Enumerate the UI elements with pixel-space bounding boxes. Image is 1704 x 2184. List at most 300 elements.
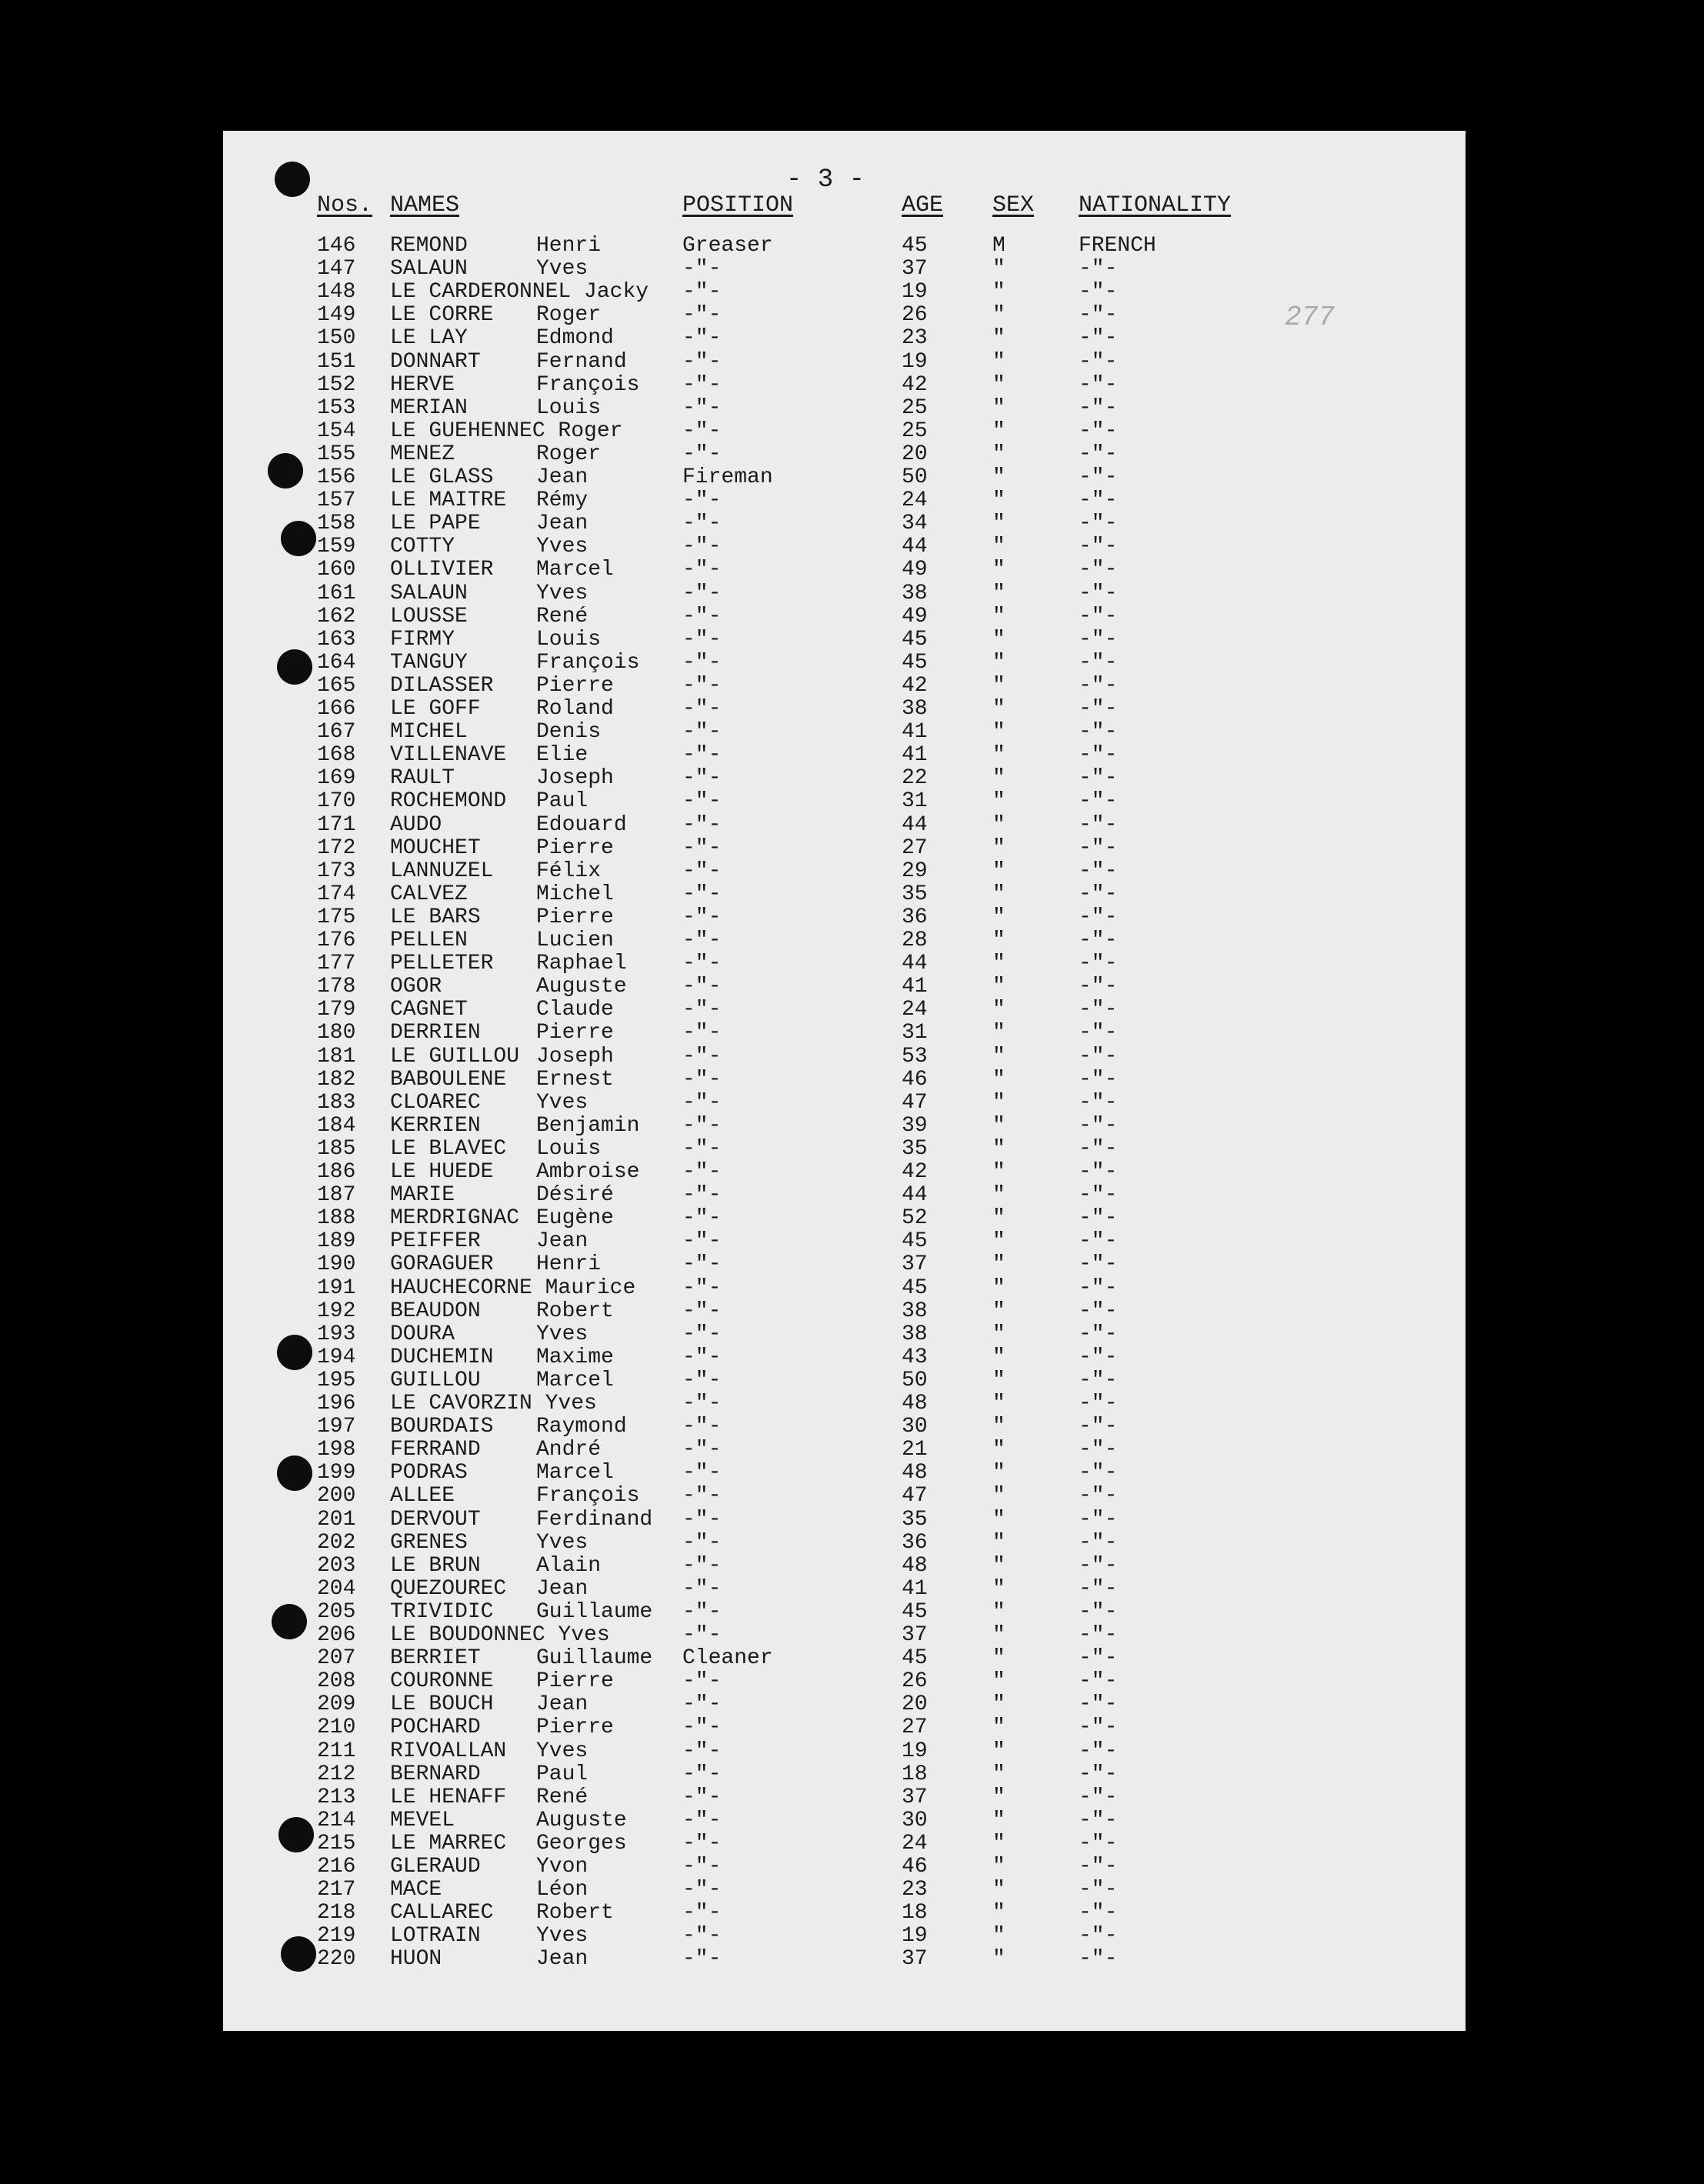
surname: BERNARD bbox=[390, 1762, 481, 1786]
surname: POCHARD bbox=[390, 1716, 481, 1740]
nationality: -"- bbox=[1079, 627, 1118, 652]
sex: " bbox=[992, 1808, 1005, 1832]
row-number: 168 bbox=[317, 743, 356, 768]
sex: " bbox=[992, 1553, 1005, 1578]
row-number: 176 bbox=[317, 929, 356, 952]
sex: " bbox=[992, 1739, 1005, 1763]
nationality: -"- bbox=[1079, 697, 1118, 721]
crew-row bbox=[223, 443, 1466, 466]
given-name: Robert bbox=[536, 1901, 614, 1926]
surname: COURONNE bbox=[390, 1669, 494, 1694]
sex: " bbox=[992, 697, 1005, 721]
position: -"- bbox=[682, 303, 722, 328]
age: 19 bbox=[902, 280, 928, 305]
row-number: 219 bbox=[317, 1924, 356, 1949]
given-name: François bbox=[536, 372, 640, 397]
surname: BEAUDON bbox=[390, 1299, 481, 1323]
row-number: 199 bbox=[317, 1461, 356, 1485]
row-number: 193 bbox=[317, 1322, 356, 1346]
age: 20 bbox=[902, 442, 928, 466]
given-name: Elie bbox=[536, 743, 589, 768]
surname: LE LAY bbox=[390, 326, 468, 351]
crew-row bbox=[223, 629, 1466, 652]
nationality: -"- bbox=[1079, 720, 1118, 745]
crew-row bbox=[223, 1439, 1466, 1462]
given-name: Lucien bbox=[536, 929, 614, 952]
position: -"- bbox=[682, 326, 722, 351]
row-number: 211 bbox=[317, 1739, 356, 1763]
sex: " bbox=[992, 1415, 1005, 1439]
nationality: -"- bbox=[1079, 1206, 1118, 1231]
position: -"- bbox=[682, 1878, 722, 1902]
row-number: 216 bbox=[317, 1855, 356, 1879]
position: -"- bbox=[682, 1345, 722, 1369]
given-name: Jean bbox=[536, 1692, 589, 1717]
sex: " bbox=[992, 535, 1005, 559]
position: -"- bbox=[682, 257, 722, 282]
row-number: 201 bbox=[317, 1507, 356, 1532]
position: -"- bbox=[682, 1808, 722, 1832]
row-number: 166 bbox=[317, 697, 356, 721]
crew-row bbox=[223, 1346, 1466, 1369]
surname: FIRMY bbox=[390, 627, 455, 652]
age: 43 bbox=[902, 1345, 928, 1369]
row-number: 174 bbox=[317, 882, 356, 906]
given-name: Guillaume bbox=[536, 1646, 653, 1671]
nationality: -"- bbox=[1079, 1530, 1118, 1555]
sex: " bbox=[992, 1599, 1005, 1624]
surname: REMOND bbox=[390, 234, 468, 258]
sex: " bbox=[992, 558, 1005, 582]
row-number: 192 bbox=[317, 1299, 356, 1323]
surname: LE BOUCH bbox=[390, 1692, 494, 1717]
position: -"- bbox=[682, 1576, 722, 1601]
age: 42 bbox=[902, 372, 928, 397]
crew-row bbox=[223, 1832, 1466, 1856]
nationality: -"- bbox=[1079, 1507, 1118, 1532]
age: 45 bbox=[902, 234, 928, 258]
row-number: 209 bbox=[317, 1692, 356, 1717]
position: -"- bbox=[682, 1090, 722, 1115]
age: 25 bbox=[902, 395, 928, 420]
crew-row bbox=[223, 744, 1466, 767]
sex: " bbox=[992, 905, 1005, 929]
position: -"- bbox=[682, 1021, 722, 1045]
crew-row bbox=[223, 1230, 1466, 1253]
age: 49 bbox=[902, 558, 928, 582]
nationality: -"- bbox=[1079, 1484, 1118, 1509]
given-name: Yves bbox=[536, 1322, 589, 1346]
position: -"- bbox=[682, 1160, 722, 1184]
sex: " bbox=[992, 1345, 1005, 1369]
position: -"- bbox=[682, 720, 722, 745]
nationality: -"- bbox=[1079, 465, 1118, 489]
sex: " bbox=[992, 1183, 1005, 1208]
nationality: -"- bbox=[1079, 1623, 1118, 1647]
given-name: Edouard bbox=[536, 812, 627, 837]
surname: LOUSSE bbox=[390, 604, 468, 629]
full-name: LE CARDERONNEL Jacky bbox=[390, 280, 649, 305]
given-name: Ferdinand bbox=[536, 1507, 653, 1532]
given-name: René bbox=[536, 604, 589, 629]
crew-row bbox=[223, 790, 1466, 813]
age: 38 bbox=[902, 1322, 928, 1346]
given-name: Marcel bbox=[536, 1368, 614, 1392]
surname: VILLENAVE bbox=[390, 743, 507, 768]
age: 37 bbox=[902, 257, 928, 282]
given-name: Auguste bbox=[536, 975, 627, 999]
age: 44 bbox=[902, 952, 928, 976]
surname: ROCHEMOND bbox=[390, 789, 507, 814]
row-number: 208 bbox=[317, 1669, 356, 1694]
crew-row bbox=[223, 1462, 1466, 1485]
given-name: Désiré bbox=[536, 1183, 614, 1208]
row-number: 206 bbox=[317, 1623, 356, 1647]
sex: " bbox=[992, 1299, 1005, 1323]
sex: " bbox=[992, 1623, 1005, 1647]
sex: " bbox=[992, 1878, 1005, 1902]
crew-row bbox=[223, 582, 1466, 605]
nationality: -"- bbox=[1079, 1947, 1118, 1972]
age: 41 bbox=[902, 975, 928, 999]
surname: COTTY bbox=[390, 535, 455, 559]
age: 18 bbox=[902, 1762, 928, 1786]
position: -"- bbox=[682, 535, 722, 559]
row-number: 218 bbox=[317, 1901, 356, 1926]
surname: BERRIET bbox=[390, 1646, 481, 1671]
position: -"- bbox=[682, 1415, 722, 1439]
surname: MACE bbox=[390, 1878, 442, 1902]
position: -"- bbox=[682, 1067, 722, 1092]
position: -"- bbox=[682, 1206, 722, 1231]
sex: " bbox=[992, 1229, 1005, 1254]
sex: " bbox=[992, 1947, 1005, 1972]
surname: FERRAND bbox=[390, 1438, 481, 1462]
surname: BABOULENE bbox=[390, 1067, 507, 1092]
sex: " bbox=[992, 465, 1005, 489]
crew-row bbox=[223, 883, 1466, 906]
sex: " bbox=[992, 789, 1005, 814]
page-number: - 3 - bbox=[786, 165, 865, 195]
surname: TRIVIDIC bbox=[390, 1599, 494, 1624]
row-number: 200 bbox=[317, 1484, 356, 1509]
age: 23 bbox=[902, 326, 928, 351]
crew-row bbox=[223, 721, 1466, 744]
sex: " bbox=[992, 952, 1005, 976]
sex: " bbox=[992, 1322, 1005, 1346]
row-number: 207 bbox=[317, 1646, 356, 1671]
surname: RIVOALLAN bbox=[390, 1739, 507, 1763]
surname: DERRIEN bbox=[390, 1021, 481, 1045]
nationality: -"- bbox=[1079, 1252, 1118, 1277]
given-name: François bbox=[536, 650, 640, 675]
age: 45 bbox=[902, 1275, 928, 1300]
surname: QUEZOUREC bbox=[390, 1576, 507, 1601]
given-name: Louis bbox=[536, 395, 602, 420]
row-number: 150 bbox=[317, 326, 356, 351]
position: -"- bbox=[682, 1530, 722, 1555]
sex: " bbox=[992, 673, 1005, 698]
sex: " bbox=[992, 1924, 1005, 1949]
position: -"- bbox=[682, 812, 722, 837]
row-number: 155 bbox=[317, 442, 356, 466]
position: -"- bbox=[682, 1716, 722, 1740]
crew-row bbox=[223, 1786, 1466, 1809]
sex: " bbox=[992, 1716, 1005, 1740]
nationality: -"- bbox=[1079, 929, 1118, 952]
position: -"- bbox=[682, 1392, 722, 1415]
age: 48 bbox=[902, 1392, 928, 1415]
given-name: Louis bbox=[536, 1136, 602, 1161]
crew-row bbox=[223, 675, 1466, 698]
position: -"- bbox=[682, 998, 722, 1022]
age: 35 bbox=[902, 1507, 928, 1532]
crew-row bbox=[223, 767, 1466, 790]
row-number: 185 bbox=[317, 1136, 356, 1161]
nationality: FRENCH bbox=[1079, 234, 1156, 258]
age: 50 bbox=[902, 465, 928, 489]
age: 45 bbox=[902, 627, 928, 652]
given-name: Ambroise bbox=[536, 1160, 640, 1184]
crew-row bbox=[223, 837, 1466, 860]
sex: " bbox=[992, 720, 1005, 745]
crew-row bbox=[223, 1207, 1466, 1230]
row-number: 153 bbox=[317, 395, 356, 420]
given-name: Claude bbox=[536, 998, 614, 1022]
position: -"- bbox=[682, 1252, 722, 1277]
nationality: -"- bbox=[1079, 512, 1118, 536]
surname: LE GUILLOU bbox=[390, 1044, 520, 1069]
row-number: 148 bbox=[317, 280, 356, 305]
sex: " bbox=[992, 1067, 1005, 1092]
sex: " bbox=[992, 743, 1005, 768]
row-number: 167 bbox=[317, 720, 356, 745]
crew-row bbox=[223, 258, 1466, 281]
nationality: -"- bbox=[1079, 604, 1118, 629]
position: -"- bbox=[682, 1762, 722, 1786]
position: -"- bbox=[682, 280, 722, 305]
given-name: Pierre bbox=[536, 1669, 614, 1694]
given-name: Léon bbox=[536, 1878, 589, 1902]
sex: " bbox=[992, 1160, 1005, 1184]
given-name: Roland bbox=[536, 697, 614, 721]
age: 37 bbox=[902, 1252, 928, 1277]
sex: " bbox=[992, 1692, 1005, 1717]
row-number: 164 bbox=[317, 650, 356, 675]
nationality: -"- bbox=[1079, 1808, 1118, 1832]
surname: KERRIEN bbox=[390, 1113, 481, 1138]
sex: " bbox=[992, 1901, 1005, 1926]
age: 37 bbox=[902, 1947, 928, 1972]
row-number: 170 bbox=[317, 789, 356, 814]
nationality: -"- bbox=[1079, 766, 1118, 791]
surname: LANNUZEL bbox=[390, 859, 494, 883]
sex: " bbox=[992, 512, 1005, 536]
age: 48 bbox=[902, 1461, 928, 1485]
position: -"- bbox=[682, 1322, 722, 1346]
position: -"- bbox=[682, 1484, 722, 1509]
age: 29 bbox=[902, 859, 928, 883]
crew-row bbox=[223, 1092, 1466, 1115]
nationality: -"- bbox=[1079, 1716, 1118, 1740]
crew-row bbox=[223, 420, 1466, 443]
position: -"- bbox=[682, 1692, 722, 1717]
nationality: -"- bbox=[1079, 558, 1118, 582]
age: 23 bbox=[902, 1878, 928, 1902]
surname: CALVEZ bbox=[390, 882, 468, 906]
sex: " bbox=[992, 1368, 1005, 1392]
nationality: -"- bbox=[1079, 1044, 1118, 1069]
surname: MICHEL bbox=[390, 720, 468, 745]
crew-row bbox=[223, 1856, 1466, 1879]
age: 35 bbox=[902, 1136, 928, 1161]
given-name: Jean bbox=[536, 465, 589, 489]
row-number: 157 bbox=[317, 488, 356, 513]
sex: " bbox=[992, 1646, 1005, 1671]
position: -"- bbox=[682, 1183, 722, 1208]
age: 47 bbox=[902, 1090, 928, 1115]
sex: " bbox=[992, 1252, 1005, 1277]
nationality: -"- bbox=[1079, 882, 1118, 906]
position: -"- bbox=[682, 1368, 722, 1392]
crew-row bbox=[223, 1647, 1466, 1670]
surname: TANGUY bbox=[390, 650, 468, 675]
given-name: Marcel bbox=[536, 1461, 614, 1485]
age: 24 bbox=[902, 488, 928, 513]
surname: GLERAUD bbox=[390, 1855, 481, 1879]
position: -"- bbox=[682, 1275, 722, 1300]
row-number: 177 bbox=[317, 952, 356, 976]
surname: AUDO bbox=[390, 812, 442, 837]
nationality: -"- bbox=[1079, 1669, 1118, 1694]
nationality: -"- bbox=[1079, 1368, 1118, 1392]
nationality: -"- bbox=[1079, 650, 1118, 675]
row-number: 190 bbox=[317, 1252, 356, 1277]
given-name: Joseph bbox=[536, 1044, 614, 1069]
age: 31 bbox=[902, 789, 928, 814]
age: 41 bbox=[902, 720, 928, 745]
crew-row bbox=[223, 1716, 1466, 1739]
row-number: 171 bbox=[317, 812, 356, 837]
given-name: Paul bbox=[536, 1762, 589, 1786]
age: 25 bbox=[902, 418, 928, 443]
surname: CALLAREC bbox=[390, 1901, 494, 1926]
sex: " bbox=[992, 975, 1005, 999]
given-name: Yves bbox=[536, 257, 589, 282]
position: -"- bbox=[682, 859, 722, 883]
nationality: -"- bbox=[1079, 1136, 1118, 1161]
given-name: Yves bbox=[536, 1090, 589, 1115]
row-number: 189 bbox=[317, 1229, 356, 1254]
age: 46 bbox=[902, 1067, 928, 1092]
sex: " bbox=[992, 1530, 1005, 1555]
given-name: Henri bbox=[536, 234, 602, 258]
row-number: 186 bbox=[317, 1160, 356, 1184]
age: 46 bbox=[902, 1855, 928, 1879]
surname: OGOR bbox=[390, 975, 442, 999]
sex: " bbox=[992, 418, 1005, 443]
row-number: 172 bbox=[317, 835, 356, 860]
position: -"- bbox=[682, 1831, 722, 1856]
nationality: -"- bbox=[1079, 257, 1118, 282]
surname: ALLEE bbox=[390, 1484, 455, 1509]
sex: " bbox=[992, 1438, 1005, 1462]
surname: LE GOFF bbox=[390, 697, 481, 721]
crew-row bbox=[223, 1369, 1466, 1392]
crew-row bbox=[223, 327, 1466, 350]
position: -"- bbox=[682, 349, 722, 374]
row-number: 158 bbox=[317, 512, 356, 536]
given-name: Roger bbox=[536, 442, 602, 466]
age: 38 bbox=[902, 581, 928, 605]
given-name: Robert bbox=[536, 1299, 614, 1323]
row-number: 175 bbox=[317, 905, 356, 929]
nationality: -"- bbox=[1079, 1692, 1118, 1717]
nationality: -"- bbox=[1079, 1322, 1118, 1346]
age: 19 bbox=[902, 1924, 928, 1949]
sex: " bbox=[992, 1576, 1005, 1601]
sex: " bbox=[992, 998, 1005, 1022]
nationality: -"- bbox=[1079, 1113, 1118, 1138]
row-number: 196 bbox=[317, 1392, 356, 1415]
nationality: -"- bbox=[1079, 395, 1118, 420]
position: -"- bbox=[682, 512, 722, 536]
nationality: -"- bbox=[1079, 1021, 1118, 1045]
position: -"- bbox=[682, 488, 722, 513]
surname: GUILLOU bbox=[390, 1368, 481, 1392]
age: 35 bbox=[902, 882, 928, 906]
row-number: 147 bbox=[317, 257, 356, 282]
age: 45 bbox=[902, 1599, 928, 1624]
given-name: Raymond bbox=[536, 1415, 627, 1439]
sex: " bbox=[992, 1669, 1005, 1694]
crew-row bbox=[223, 374, 1466, 397]
nationality: -"- bbox=[1079, 812, 1118, 837]
surname: DONNART bbox=[390, 349, 481, 374]
row-number: 210 bbox=[317, 1716, 356, 1740]
surname: DERVOUT bbox=[390, 1507, 481, 1532]
header-sex: SEX bbox=[992, 192, 1035, 218]
nationality: -"- bbox=[1079, 1090, 1118, 1115]
age: 26 bbox=[902, 303, 928, 328]
row-number: 187 bbox=[317, 1183, 356, 1208]
position: -"- bbox=[682, 604, 722, 629]
crew-row bbox=[223, 975, 1466, 999]
sex: " bbox=[992, 442, 1005, 466]
nationality: -"- bbox=[1079, 372, 1118, 397]
crew-row bbox=[223, 1485, 1466, 1508]
position: -"- bbox=[682, 1901, 722, 1926]
surname: SALAUN bbox=[390, 257, 468, 282]
sex: " bbox=[992, 812, 1005, 837]
age: 52 bbox=[902, 1206, 928, 1231]
surname: OLLIVIER bbox=[390, 558, 494, 582]
surname: MARIE bbox=[390, 1183, 455, 1208]
crew-row bbox=[223, 1045, 1466, 1069]
crew-row bbox=[223, 1069, 1466, 1092]
position: -"- bbox=[682, 1113, 722, 1138]
nationality: -"- bbox=[1079, 998, 1118, 1022]
row-number: 194 bbox=[317, 1345, 356, 1369]
sex: " bbox=[992, 835, 1005, 860]
given-name: Guillaume bbox=[536, 1599, 653, 1624]
given-name: Marcel bbox=[536, 558, 614, 582]
row-number: 212 bbox=[317, 1762, 356, 1786]
crew-row bbox=[223, 512, 1466, 535]
sex: " bbox=[992, 929, 1005, 952]
sex: " bbox=[992, 349, 1005, 374]
age: 37 bbox=[902, 1623, 928, 1647]
